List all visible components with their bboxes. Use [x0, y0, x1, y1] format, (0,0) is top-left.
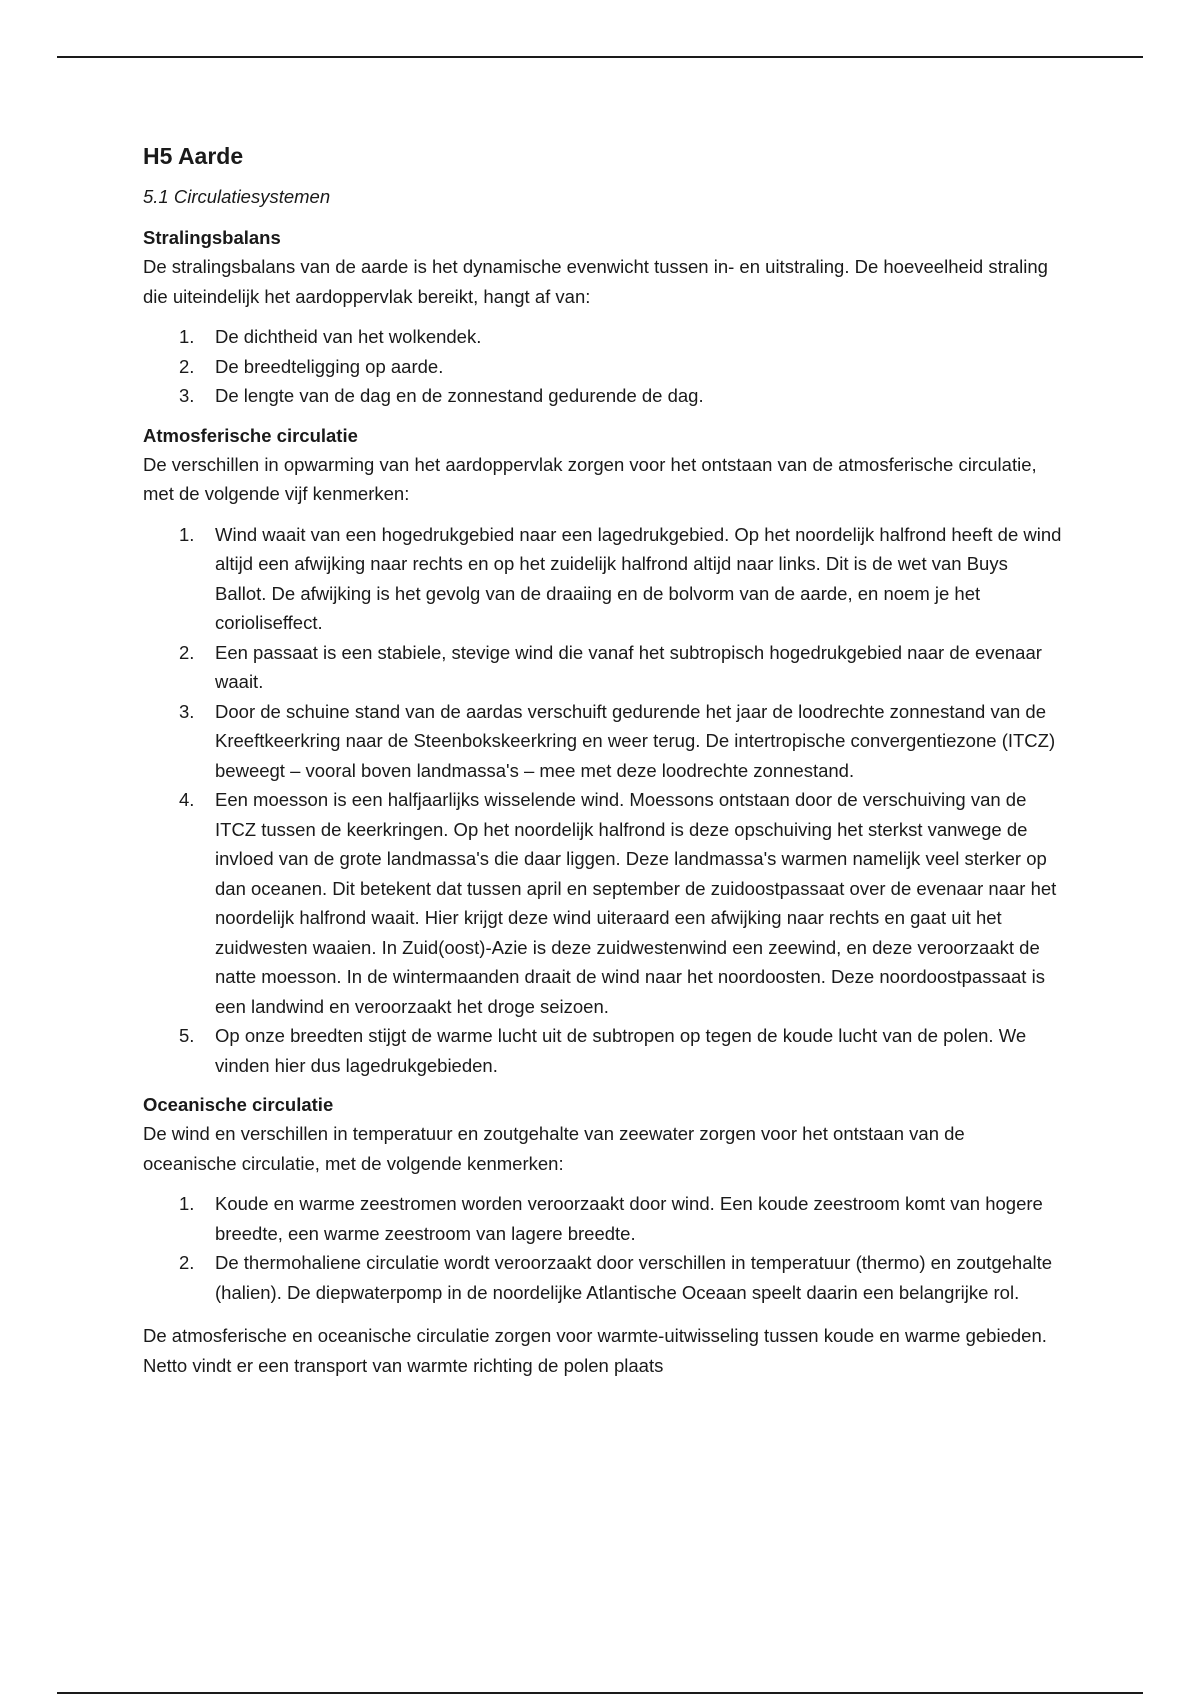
section-intro: De wind en verschillen in temperatuur en zoutgehalte van zeewater zorgen voor het ontstaan van de oceanische circulatie, met de volgende kenmerken:	[143, 1123, 965, 1174]
section-heading: Oceanische circulatie	[143, 1094, 334, 1115]
list-item-text: De lengte van de dag en de zonnestand gedurende de dag.	[215, 385, 704, 406]
list-number: 5.	[179, 1025, 195, 1046]
numbered-list	[143, 1189, 1063, 1307]
list-item	[143, 352, 1063, 382]
section-intro: De verschillen in opwarming van het aardoppervlak zorgen voor het ontstaan van de atmosferische circulatie, met de volgende vijf kenmerken:	[143, 453, 1037, 504]
list-item	[143, 1248, 1063, 1307]
list-item-text: De dichtheid van het wolkendek.	[215, 326, 482, 347]
list-item-text: Koude en warme zeestromen worden veroorzaakt door wind. Een koude zeestroom komt van hogere breedte, een warme zeestroom van lagere breedte.	[215, 1193, 1043, 1244]
list-item-text: De thermohaliene circulatie wordt veroorzaakt door verschillen in temperatuur (thermo) en zoutgehalte (halien). De diepwaterpomp in de noordelijke Atlantische Oceaan speelt daarin een belangrijke rol.	[215, 1252, 1053, 1303]
list-number: 1.	[179, 523, 195, 545]
list-item	[143, 1189, 1063, 1248]
list-item	[143, 697, 1063, 786]
list-number: 4.	[179, 789, 195, 810]
list-item-text: Wind waait van een hogedrukgebied naar een lagedrukgebied. Op het noordelijk halfrond heeft de wind altijd een afwijking naar rechts en op het zuidelijk halfrond altijd naar links. Dit is de wet van Buys Ballot. De afwijking is het gevolg van de draaiing en de bolvorm van de aarde, en noem je het corioliseffect.	[215, 523, 1062, 633]
list-item	[143, 381, 1063, 411]
page-title: H5 Aarde	[143, 143, 244, 169]
list-item-text: Een moesson is een halfjaarlijks wisselende wind. Moessons ontstaan door de verschuiving van de ITCZ tussen de keerkringen. Op het noordelijk halfrond is deze opschuiving het sterkst vanwege de invloed van de grote landmassa's die daar liggen. Deze landmassa's warmen namelijk veel sterker op dan oceanen. Dit betekent dat tussen april en september de zuidoostpassaat over de evenaar naar het noordelijk halfrond waait. Hier krijgt deze wind uiteraard een afwijking naar rechts en gaat uit het zuidwesten waaien. In Zuid(oost)-Azie is deze zuidwestenwind een zeewind, en deze veroorzaakt de natte moesson. In de wintermaanden draait de wind naar het noordoosten. Deze noordoostpassaat is een landwind en veroorzaakt het droge seizoen.	[215, 789, 1057, 1017]
list-item	[143, 638, 1063, 697]
list-item-text: Op onze breedten stijgt de warme lucht uit de subtropen op tegen de koude lucht van de polen. We vinden hier dus lagedrukgebieden.	[215, 1025, 1027, 1076]
list-item	[143, 322, 1063, 352]
header-rule	[57, 56, 1143, 58]
list-number: 2.	[179, 355, 195, 377]
numbered-list	[143, 520, 1063, 1081]
section-heading: Stralingsbalans	[143, 227, 281, 248]
list-item	[143, 1021, 1063, 1080]
section-oceanische-circulatie	[143, 1090, 1063, 1307]
list-item	[143, 520, 1063, 638]
page-subtitle: 5.1 Circulatiesystemen	[143, 186, 331, 207]
list-number: 3.	[179, 700, 195, 722]
section-stralingsbalans	[143, 223, 1063, 411]
list-number: 1.	[179, 326, 195, 347]
list-item	[143, 785, 1063, 1021]
document-body	[143, 140, 1063, 1380]
list-item-text: De breedteligging op aarde.	[215, 355, 444, 377]
list-number: 2.	[179, 1252, 195, 1273]
list-item-text: Door de schuine stand van de aardas verschuift gedurende het jaar de loodrechte zonnestand van de Kreeftkeerkring naar de Steenbokskeerkring en weer terug. De intertropische convergentiezone (ITCZ) beweegt – vooral boven landmassa's – mee met deze loodrechte zonnestand.	[215, 700, 1056, 781]
closing-paragraph: De atmosferische en oceanische circulatie zorgen voor warmte-uitwisseling tussen koude en warme gebieden. Netto vindt er een transport van warmte richting de polen plaats	[143, 1325, 1047, 1376]
section-intro: De stralingsbalans van de aarde is het dynamische evenwicht tussen in- en uitstraling. De hoeveelheid straling die uiteindelijk het aardoppervlak bereikt, hangt af van:	[143, 256, 1048, 307]
list-number: 2.	[179, 641, 195, 663]
numbered-list	[143, 322, 1063, 411]
footer-rule	[57, 1692, 1143, 1694]
list-item-text: Een passaat is een stabiele, stevige wind die vanaf het subtropisch hogedrukgebied naar de evenaar waait.	[215, 641, 1042, 692]
list-number: 3.	[179, 385, 195, 406]
section-atmosferische-circulatie	[143, 421, 1063, 1081]
section-heading: Atmosferische circulatie	[143, 424, 358, 446]
list-number: 1.	[179, 1193, 195, 1214]
